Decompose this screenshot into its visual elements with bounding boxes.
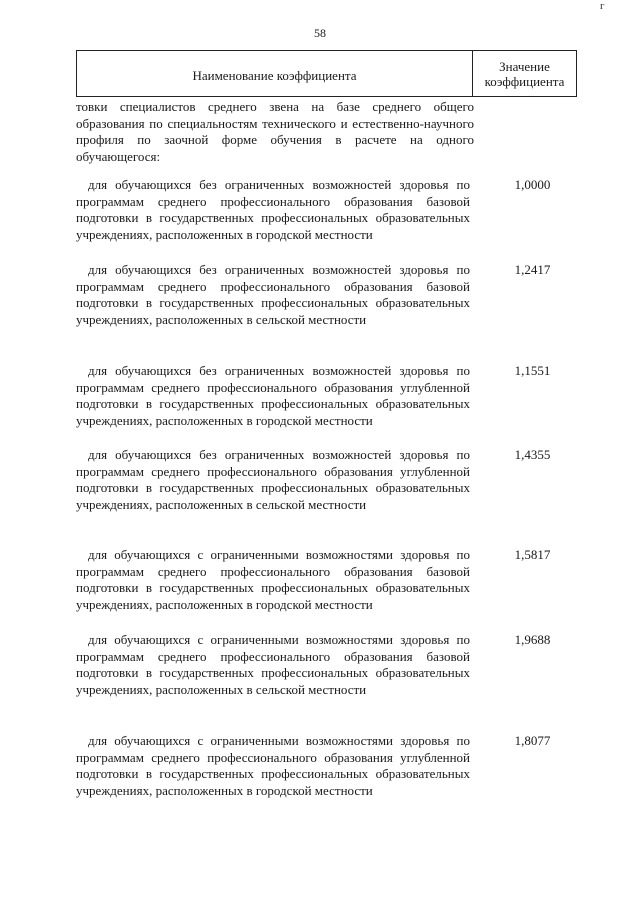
row-coefficient: 1,0000 (514, 177, 551, 192)
header-name-label: Наименование коэффициента (192, 67, 357, 83)
row-description: для обучающихся с ограниченными возможностями здоровья по программам среднего профессионального образования базовой подготовки в государственных профессиональных образовательных учреждениях, расположенных в сельской местности (76, 632, 470, 697)
row-description: для обучающихся с ограниченными возможностями здоровья по программам среднего профессионального образования углубленной подготовки в государственных профессиональных образовательных учреждениях, расположенных в городской местности (76, 733, 470, 798)
intro-text: товки специалистов среднего звена на базе среднего общего образования по специальностям технического и естественно-научного профиля по заочной форме обучения в расчете на одного обучающегося: (76, 99, 474, 164)
table-row (76, 733, 577, 799)
row-coefficient: 1,2417 (514, 262, 551, 277)
row-description: для обучающихся без ограниченных возможностей здоровья по программам среднего профессионального образования базовой подготовки в государственных профессиональных образовательных учреждениях, расположенных в сельской местности (76, 262, 470, 327)
table-row (76, 262, 577, 328)
row-coefficient: 1,8077 (514, 733, 551, 748)
table-row (76, 447, 577, 513)
row-coefficient: 1,4355 (514, 447, 551, 462)
row-coefficient: 1,9688 (514, 632, 551, 647)
row-coefficient: 1,1551 (514, 363, 551, 378)
page-number: 58 (314, 26, 326, 40)
header-value-label-line2: коэффициента (484, 73, 565, 89)
row-coefficient: 1,5817 (514, 547, 551, 562)
table-row (76, 547, 577, 613)
table-header (76, 50, 577, 97)
header-value-label-line1: Значение (499, 58, 550, 74)
table-row (76, 363, 577, 429)
table-row (76, 177, 577, 243)
row-description: для обучающихся без ограниченных возможностей здоровья по программам среднего профессионального образования углубленной подготовки в государственных профессиональных образовательных учреждениях, расположенных в сельской местности (76, 447, 470, 512)
corner-mark: г (600, 0, 605, 12)
header-value-cell (473, 51, 576, 96)
row-description: для обучающихся без ограниченных возможностей здоровья по программам среднего профессионального образования углубленной подготовки в государственных профессиональных образовательных учреждениях, расположенных в городской местности (76, 363, 470, 428)
table-row (76, 632, 577, 698)
header-name-cell (77, 51, 473, 96)
row-description: для обучающихся с ограниченными возможностями здоровья по программам среднего профессионального образования базовой подготовки в государственных профессиональных образовательных учреждениях, расположенных в городской местности (76, 547, 470, 612)
row-description: для обучающихся без ограниченных возможностей здоровья по программам среднего профессионального образования базовой подготовки в государственных профессиональных образовательных учреждениях, расположенных в городской местности (76, 177, 470, 242)
